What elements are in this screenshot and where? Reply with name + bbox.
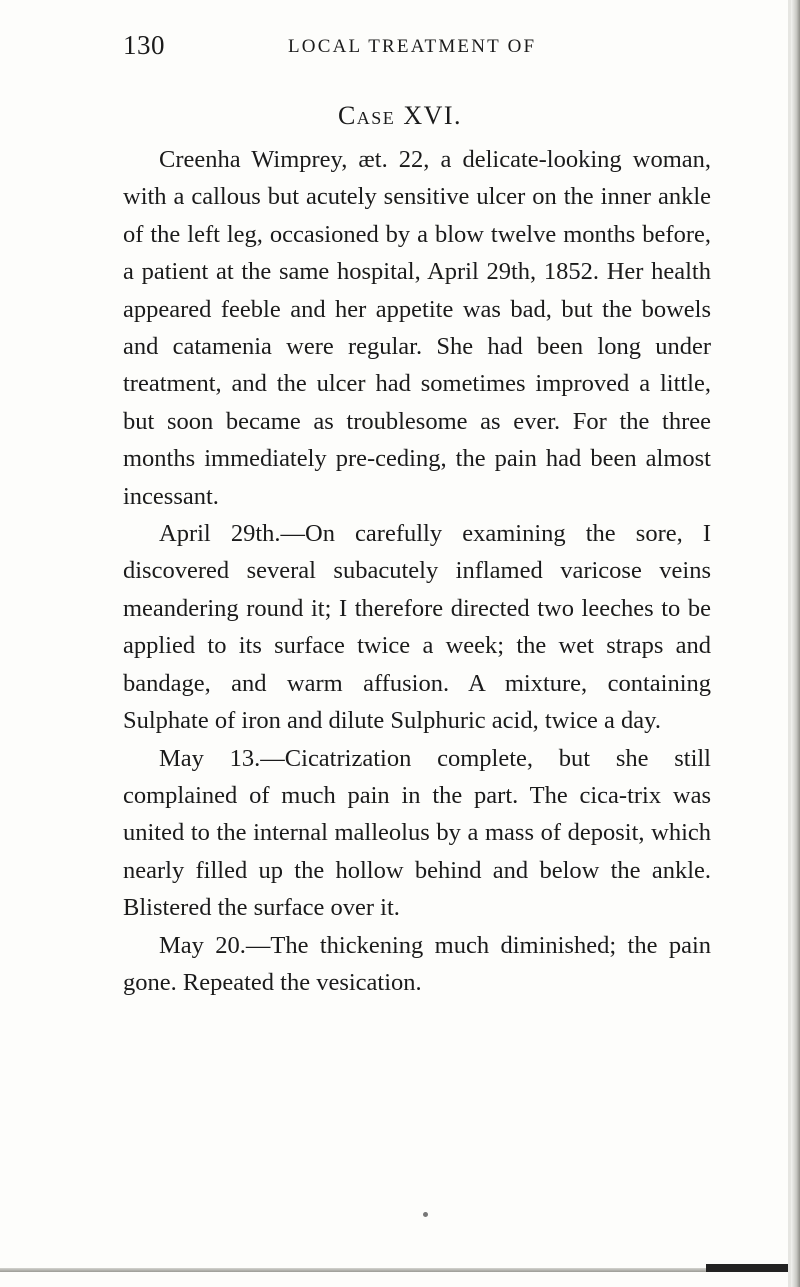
case-label: Case bbox=[337, 101, 396, 130]
binding-shadow bbox=[706, 1264, 800, 1272]
paragraph-history: Creenha Wimprey, æt. 22, a delicate-looking woman, with a callous but acutely sensitive ulcer on the inner ankle of the left leg, occasioned by a blow twelve months before, a patient at the same hospital, April 29th, 1852. Her health appeared feeble and her appetite was bad, but the bowels and catamenia were regular. She had been long under treatment, and the ulcer had sometimes improved a little, but soon became as troublesome as ever. For the three months immediately pre-ceding, the pain had been almost incessant. bbox=[123, 146, 711, 510]
page-header bbox=[123, 30, 693, 70]
paragraph-april-29: April 29th.—On carefully examining the sore, I discovered several subacutely inflamed varicose veins meandering round it; I therefore directed two leeches to be applied to its surface twice a week; the wet straps and bandage, and warm affusion. A mixture, containing Sulphate of iron and dilute Sulphuric acid, twice a day. bbox=[123, 520, 711, 735]
case-heading bbox=[0, 101, 800, 131]
case-numeral: XVI. bbox=[403, 101, 463, 130]
paragraph-may-13: May 13.—Cicatrization complete, but she still complained of much pain in the part. The cica-trix was united to the internal malleolus by a mass of deposit, which nearly filled up the hollow behind and below the ankle. Blistered the surface over it. bbox=[123, 744, 711, 922]
paragraph-may-20: May 20.—The thickening much diminished; the pain gone. Repeated the vesication. bbox=[123, 931, 711, 996]
running-head: LOCAL TREATMENT OF bbox=[288, 36, 537, 57]
page-bottom-edge bbox=[0, 1268, 800, 1272]
page-right-edge bbox=[791, 0, 800, 1287]
page-number: 130 bbox=[123, 30, 165, 60]
case-body bbox=[123, 141, 711, 1001]
print-speck bbox=[423, 1212, 428, 1217]
